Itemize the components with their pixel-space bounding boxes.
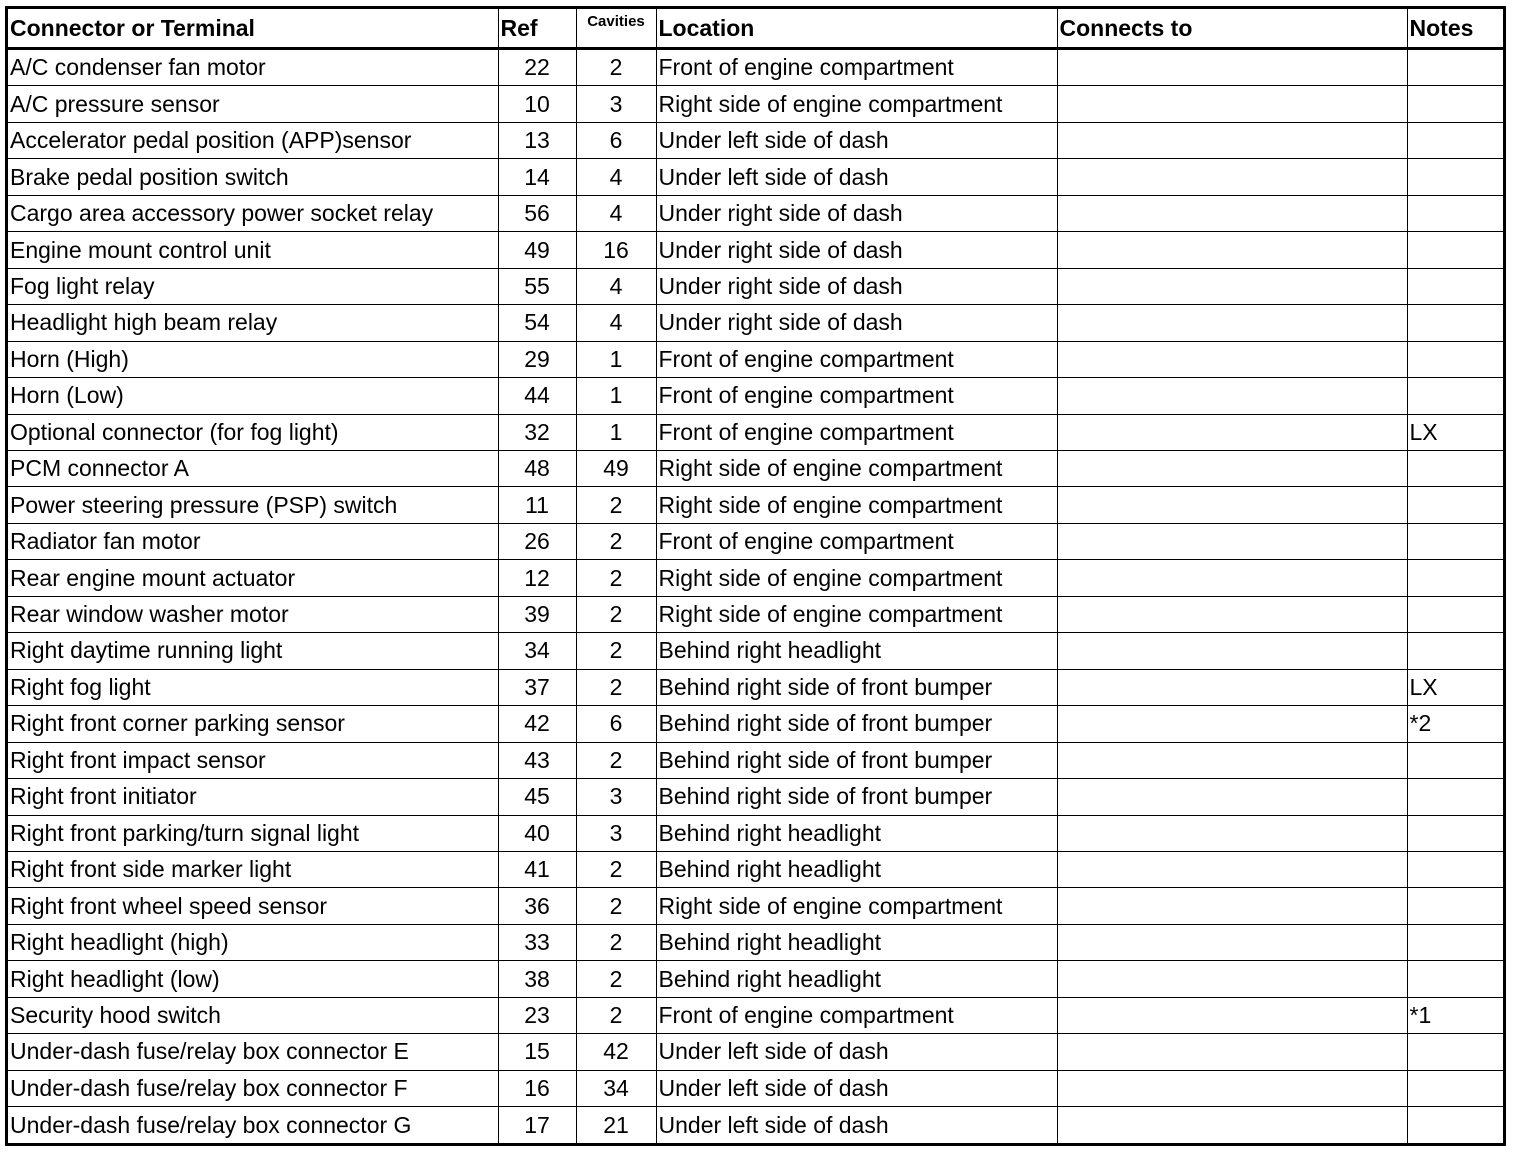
cell-notes (1407, 159, 1503, 195)
header-connects-to: Connects to (1057, 9, 1407, 49)
cell-connector: Right headlight (low) (8, 961, 498, 997)
cell-location: Front of engine compartment (656, 49, 1057, 86)
cell-connects-to (1057, 961, 1407, 997)
table-row (8, 86, 1503, 122)
table-row (8, 706, 1503, 742)
cell-notes (1407, 1107, 1503, 1143)
cell-connector: Right front initiator (8, 779, 498, 815)
cell-notes (1407, 49, 1503, 86)
cell-connector: Right fog light (8, 669, 498, 705)
cell-notes (1407, 341, 1503, 377)
cell-connects-to (1057, 523, 1407, 559)
cell-connects-to (1057, 232, 1407, 268)
cell-location: Under left side of dash (656, 1034, 1057, 1070)
cell-connects-to (1057, 195, 1407, 231)
cell-notes (1407, 815, 1503, 851)
cell-connector: Horn (High) (8, 341, 498, 377)
cell-connector: Right front side marker light (8, 851, 498, 887)
cell-ref: 54 (498, 305, 576, 341)
cell-ref: 44 (498, 378, 576, 414)
table-row (8, 669, 1503, 705)
cell-ref: 12 (498, 560, 576, 596)
cell-notes (1407, 122, 1503, 158)
cell-cavities: 1 (576, 378, 656, 414)
cell-ref: 15 (498, 1034, 576, 1070)
cell-connector: Accelerator pedal position (APP)sensor (8, 122, 498, 158)
cell-location: Under left side of dash (656, 122, 1057, 158)
table-body (8, 49, 1503, 1144)
cell-ref: 34 (498, 633, 576, 669)
cell-ref: 41 (498, 851, 576, 887)
cell-connects-to (1057, 851, 1407, 887)
cell-ref: 16 (498, 1070, 576, 1106)
cell-cavities: 34 (576, 1070, 656, 1106)
cell-location: Front of engine compartment (656, 997, 1057, 1033)
cell-location: Front of engine compartment (656, 378, 1057, 414)
table-row (8, 414, 1503, 450)
cell-cavities: 2 (576, 560, 656, 596)
cell-connects-to (1057, 596, 1407, 632)
cell-location: Under right side of dash (656, 268, 1057, 304)
cell-connector: Under-dash fuse/relay box connector E (8, 1034, 498, 1070)
cell-location: Behind right headlight (656, 633, 1057, 669)
cell-connects-to (1057, 122, 1407, 158)
table-row (8, 596, 1503, 632)
cell-cavities: 2 (576, 49, 656, 86)
cell-ref: 37 (498, 669, 576, 705)
cell-location: Behind right side of front bumper (656, 779, 1057, 815)
cell-cavities: 2 (576, 742, 656, 778)
table-row (8, 924, 1503, 960)
cell-connects-to (1057, 341, 1407, 377)
cell-cavities: 4 (576, 268, 656, 304)
cell-ref: 14 (498, 159, 576, 195)
cell-notes (1407, 560, 1503, 596)
cell-connects-to (1057, 49, 1407, 86)
table-row (8, 1107, 1503, 1143)
cell-notes: LX (1407, 414, 1503, 450)
cell-cavities: 2 (576, 596, 656, 632)
cell-connector: Right front impact sensor (8, 742, 498, 778)
cell-connects-to (1057, 268, 1407, 304)
cell-connector: Brake pedal position switch (8, 159, 498, 195)
cell-ref: 22 (498, 49, 576, 86)
cell-connector: A/C pressure sensor (8, 86, 498, 122)
cell-connects-to (1057, 815, 1407, 851)
table-row (8, 997, 1503, 1033)
cell-connects-to (1057, 560, 1407, 596)
cell-connects-to (1057, 305, 1407, 341)
cell-connects-to (1057, 997, 1407, 1033)
cell-notes (1407, 924, 1503, 960)
cell-notes (1407, 633, 1503, 669)
cell-location: Behind right side of front bumper (656, 706, 1057, 742)
table-row (8, 195, 1503, 231)
cell-location: Front of engine compartment (656, 341, 1057, 377)
cell-connector: PCM connector A (8, 451, 498, 487)
cell-ref: 39 (498, 596, 576, 632)
cell-cavities: 4 (576, 159, 656, 195)
cell-cavities: 21 (576, 1107, 656, 1143)
cell-ref: 42 (498, 706, 576, 742)
cell-ref: 38 (498, 961, 576, 997)
table-row (8, 1070, 1503, 1106)
cell-ref: 23 (498, 997, 576, 1033)
cell-location: Behind right headlight (656, 924, 1057, 960)
cell-cavities: 2 (576, 961, 656, 997)
cell-connector: Under-dash fuse/relay box connector F (8, 1070, 498, 1106)
cell-cavities: 3 (576, 779, 656, 815)
cell-notes (1407, 268, 1503, 304)
cell-location: Under left side of dash (656, 1107, 1057, 1143)
cell-connects-to (1057, 669, 1407, 705)
cell-location: Right side of engine compartment (656, 487, 1057, 523)
cell-connects-to (1057, 1070, 1407, 1106)
cell-ref: 10 (498, 86, 576, 122)
cell-connects-to (1057, 706, 1407, 742)
cell-connects-to (1057, 1107, 1407, 1143)
cell-connector: Cargo area accessory power socket relay (8, 195, 498, 231)
cell-notes (1407, 961, 1503, 997)
cell-connects-to (1057, 414, 1407, 450)
cell-location: Under right side of dash (656, 195, 1057, 231)
cell-notes (1407, 596, 1503, 632)
cell-notes (1407, 779, 1503, 815)
cell-connector: Right front wheel speed sensor (8, 888, 498, 924)
cell-connects-to (1057, 86, 1407, 122)
table-row (8, 633, 1503, 669)
cell-location: Right side of engine compartment (656, 86, 1057, 122)
cell-location: Right side of engine compartment (656, 888, 1057, 924)
cell-connects-to (1057, 451, 1407, 487)
cell-notes (1407, 378, 1503, 414)
cell-cavities: 2 (576, 997, 656, 1033)
cell-ref: 49 (498, 232, 576, 268)
cell-connector: Under-dash fuse/relay box connector G (8, 1107, 498, 1143)
cell-connector: A/C condenser fan motor (8, 49, 498, 86)
cell-connector: Headlight high beam relay (8, 305, 498, 341)
cell-connector: Engine mount control unit (8, 232, 498, 268)
cell-ref: 45 (498, 779, 576, 815)
table-row (8, 122, 1503, 158)
cell-connector: Security hood switch (8, 997, 498, 1033)
cell-connector: Power steering pressure (PSP) switch (8, 487, 498, 523)
cell-location: Under left side of dash (656, 1070, 1057, 1106)
cell-location: Right side of engine compartment (656, 596, 1057, 632)
table-row (8, 1034, 1503, 1070)
table-row (8, 451, 1503, 487)
cell-ref: 40 (498, 815, 576, 851)
cell-connector: Rear window washer motor (8, 596, 498, 632)
cell-connects-to (1057, 1034, 1407, 1070)
cell-notes (1407, 232, 1503, 268)
table-row (8, 305, 1503, 341)
cell-notes (1407, 451, 1503, 487)
cell-connects-to (1057, 924, 1407, 960)
cell-connector: Rear engine mount actuator (8, 560, 498, 596)
cell-notes (1407, 888, 1503, 924)
table-row (8, 779, 1503, 815)
cell-location: Front of engine compartment (656, 523, 1057, 559)
cell-connects-to (1057, 888, 1407, 924)
cell-notes: *1 (1407, 997, 1503, 1033)
cell-location: Front of engine compartment (656, 414, 1057, 450)
cell-location: Under left side of dash (656, 159, 1057, 195)
table-row (8, 341, 1503, 377)
cell-connector: Right daytime running light (8, 633, 498, 669)
cell-ref: 17 (498, 1107, 576, 1143)
cell-ref: 29 (498, 341, 576, 377)
cell-location: Behind right headlight (656, 961, 1057, 997)
cell-cavities: 2 (576, 523, 656, 559)
table-row (8, 378, 1503, 414)
cell-notes (1407, 742, 1503, 778)
header-row (8, 9, 1503, 49)
cell-connector: Right front corner parking sensor (8, 706, 498, 742)
cell-ref: 13 (498, 122, 576, 158)
cell-notes: LX (1407, 669, 1503, 705)
cell-cavities: 4 (576, 305, 656, 341)
cell-ref: 48 (498, 451, 576, 487)
cell-cavities: 2 (576, 669, 656, 705)
table-row (8, 268, 1503, 304)
cell-ref: 56 (498, 195, 576, 231)
cell-notes: *2 (1407, 706, 1503, 742)
header-ref: Ref (498, 9, 576, 49)
cell-location: Behind right side of front bumper (656, 669, 1057, 705)
cell-connects-to (1057, 633, 1407, 669)
cell-location: Behind right headlight (656, 851, 1057, 887)
cell-connector: Optional connector (for fog light) (8, 414, 498, 450)
cell-notes (1407, 851, 1503, 887)
connector-table (8, 9, 1503, 1143)
cell-connector: Horn (Low) (8, 378, 498, 414)
header-connector: Connector or Terminal (8, 9, 498, 49)
cell-cavities: 2 (576, 633, 656, 669)
cell-connector: Radiator fan motor (8, 523, 498, 559)
cell-connector: Fog light relay (8, 268, 498, 304)
table-row (8, 888, 1503, 924)
table-row (8, 159, 1503, 195)
cell-cavities: 6 (576, 122, 656, 158)
table-row (8, 851, 1503, 887)
table-row (8, 961, 1503, 997)
cell-location: Right side of engine compartment (656, 451, 1057, 487)
cell-connector: Right front parking/turn signal light (8, 815, 498, 851)
header-cavities: Cavities (576, 9, 656, 49)
cell-connects-to (1057, 378, 1407, 414)
cell-cavities: 1 (576, 414, 656, 450)
cell-ref: 33 (498, 924, 576, 960)
cell-cavities: 4 (576, 195, 656, 231)
cell-cavities: 16 (576, 232, 656, 268)
cell-notes (1407, 86, 1503, 122)
cell-connects-to (1057, 779, 1407, 815)
cell-location: Under right side of dash (656, 232, 1057, 268)
cell-connector: Right headlight (high) (8, 924, 498, 960)
cell-notes (1407, 305, 1503, 341)
cell-notes (1407, 1070, 1503, 1106)
header-notes: Notes (1407, 9, 1503, 49)
cell-ref: 43 (498, 742, 576, 778)
cell-location: Under right side of dash (656, 305, 1057, 341)
cell-cavities: 2 (576, 888, 656, 924)
cell-ref: 55 (498, 268, 576, 304)
cell-cavities: 2 (576, 924, 656, 960)
cell-ref: 26 (498, 523, 576, 559)
cell-cavities: 2 (576, 487, 656, 523)
cell-notes (1407, 487, 1503, 523)
cell-ref: 32 (498, 414, 576, 450)
cell-ref: 11 (498, 487, 576, 523)
table-row (8, 742, 1503, 778)
cell-cavities: 1 (576, 341, 656, 377)
header-location: Location (656, 9, 1057, 49)
cell-ref: 36 (498, 888, 576, 924)
table-row (8, 523, 1503, 559)
cell-notes (1407, 195, 1503, 231)
connector-table-frame (5, 6, 1506, 1146)
cell-cavities: 6 (576, 706, 656, 742)
cell-cavities: 42 (576, 1034, 656, 1070)
cell-connects-to (1057, 742, 1407, 778)
table-row (8, 49, 1503, 86)
cell-connects-to (1057, 159, 1407, 195)
cell-connects-to (1057, 487, 1407, 523)
cell-cavities: 3 (576, 86, 656, 122)
cell-location: Behind right headlight (656, 815, 1057, 851)
cell-notes (1407, 523, 1503, 559)
table-row (8, 560, 1503, 596)
cell-cavities: 3 (576, 815, 656, 851)
cell-location: Behind right side of front bumper (656, 742, 1057, 778)
cell-cavities: 49 (576, 451, 656, 487)
table-row (8, 815, 1503, 851)
cell-location: Right side of engine compartment (656, 560, 1057, 596)
cell-cavities: 2 (576, 851, 656, 887)
table-row (8, 487, 1503, 523)
table-row (8, 232, 1503, 268)
cell-notes (1407, 1034, 1503, 1070)
